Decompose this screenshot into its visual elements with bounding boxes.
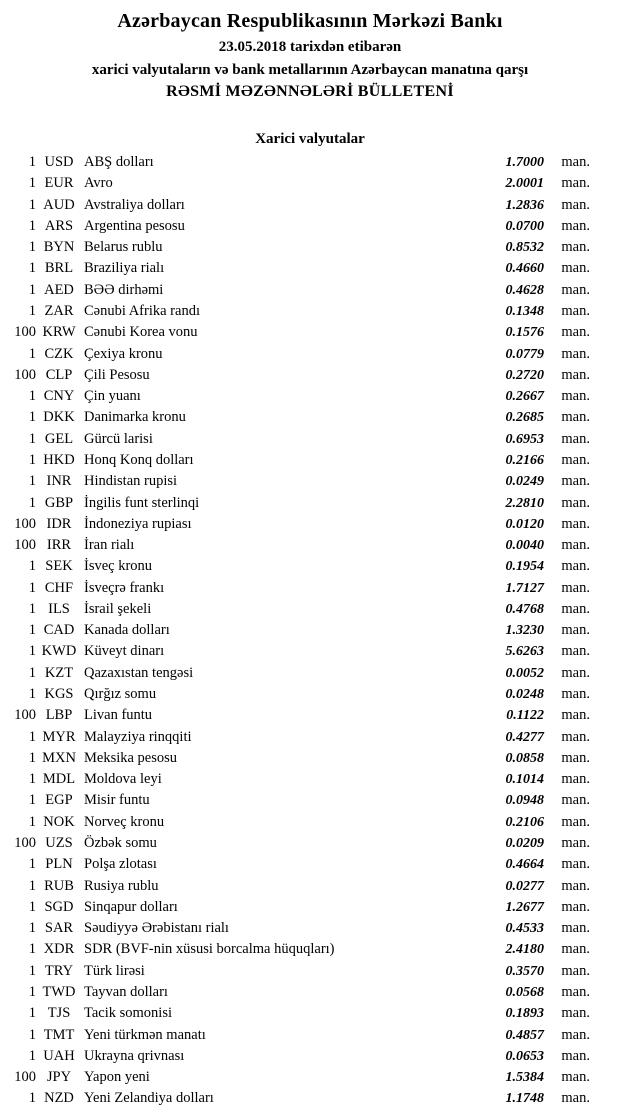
quantity-cell: 1 xyxy=(28,600,36,617)
scope-line: xarici valyutaların və bank metallarının Azərbaycan manatına qarşı xyxy=(91,62,529,78)
quantity-cell: 100 xyxy=(14,537,36,554)
rate-value-cell: 0.0209 xyxy=(505,836,544,851)
rate-row xyxy=(0,429,620,450)
rate-row xyxy=(0,152,620,173)
rate-value-cell: 0.1576 xyxy=(505,325,544,341)
rate-value-cell: 2.0001 xyxy=(505,176,544,192)
currency-code-cell: KWD xyxy=(41,643,77,660)
currency-name-cell: Türk lirəsi xyxy=(84,962,145,979)
rate-value-cell: 0.1122 xyxy=(506,708,544,724)
unit-label-cell: man. xyxy=(561,728,590,745)
quantity-cell: 1 xyxy=(28,430,36,447)
currency-name-cell: Meksika pesosu xyxy=(84,749,178,766)
rate-value-cell: 0.0120 xyxy=(505,516,544,532)
rate-value-cell: 0.2106 xyxy=(505,814,544,830)
rate-value-cell: 1.2677 xyxy=(505,899,544,915)
unit-label-cell: man. xyxy=(561,600,590,617)
quantity-cell: 1 xyxy=(28,451,36,468)
currency-code-cell: ZAR xyxy=(44,302,74,319)
rate-value-cell: 0.4628 xyxy=(505,282,544,298)
rate-row xyxy=(0,599,620,620)
currency-code-cell: TMT xyxy=(43,1026,75,1043)
unit-label-cell: man. xyxy=(561,366,590,383)
rate-row xyxy=(0,173,620,194)
unit-label-cell: man. xyxy=(561,302,590,319)
rate-value-cell: 1.2836 xyxy=(505,197,544,213)
rate-row xyxy=(0,897,620,918)
currency-name-cell: Argentina pesosu xyxy=(84,217,185,234)
rate-value-cell: 0.1348 xyxy=(505,303,544,319)
rate-row xyxy=(0,493,620,514)
unit-label-cell: man. xyxy=(561,856,590,873)
currency-name-cell: SDR (BVF-nin xüsusi borcalma hüquqları) xyxy=(84,941,335,958)
rate-row xyxy=(0,939,620,960)
rate-value-cell: 0.2685 xyxy=(505,410,544,426)
currency-code-cell: HKD xyxy=(43,451,75,468)
rate-value-cell: 0.0948 xyxy=(505,793,544,809)
quantity-cell: 1 xyxy=(28,473,36,490)
currency-code-cell: INR xyxy=(46,473,72,490)
quantity-cell: 1 xyxy=(28,1090,36,1107)
rate-row xyxy=(0,1088,620,1109)
bulletin-title: RƏSMİ MƏZƏNNƏLƏRİ BÜLLETENİ xyxy=(166,83,454,100)
section-title-foreign-currencies: Xarici valyutalar xyxy=(255,131,365,147)
currency-code-cell: DKK xyxy=(43,409,75,426)
currency-code-cell: EUR xyxy=(44,175,74,192)
quantity-cell: 1 xyxy=(28,856,36,873)
rate-value-cell: 0.0277 xyxy=(505,878,544,894)
unit-label-cell: man. xyxy=(561,579,590,596)
currency-code-cell: TRY xyxy=(44,962,74,979)
currency-code-cell: PLN xyxy=(45,856,73,873)
rate-value-cell: 1.5384 xyxy=(505,1070,544,1086)
rate-row xyxy=(0,216,620,237)
currency-code-cell: TJS xyxy=(47,1005,71,1022)
currency-name-cell: Küveyt dinarı xyxy=(84,643,165,660)
currency-name-cell: Gürcü larisi xyxy=(84,430,153,447)
unit-label-cell: man. xyxy=(561,920,590,937)
currency-name-cell: Yeni Zelandiya dolları xyxy=(84,1090,214,1107)
unit-label-cell: man. xyxy=(561,941,590,958)
quantity-cell: 1 xyxy=(28,686,36,703)
unit-label-cell: man. xyxy=(561,409,590,426)
quantity-cell: 1 xyxy=(28,579,36,596)
currency-name-cell: İran rialı xyxy=(84,537,135,554)
currency-code-cell: GBP xyxy=(44,494,74,511)
currency-name-cell: Misir funtu xyxy=(84,792,150,809)
currency-name-cell: Hindistan rupisi xyxy=(84,473,178,490)
quantity-cell: 1 xyxy=(28,622,36,639)
quantity-cell: 1 xyxy=(28,345,36,362)
rate-row xyxy=(0,854,620,875)
rate-row xyxy=(0,578,620,599)
quantity-cell: 1 xyxy=(28,1047,36,1064)
currency-code-cell: NZD xyxy=(44,1090,74,1107)
currency-name-cell: Livan funtu xyxy=(84,707,153,724)
rate-value-cell: 0.0700 xyxy=(505,218,544,234)
currency-code-cell: CZK xyxy=(44,345,74,362)
currency-code-cell: MXN xyxy=(42,749,76,766)
unit-label-cell: man. xyxy=(561,1047,590,1064)
currency-name-cell: Cənubi Afrika randı xyxy=(84,302,200,319)
unit-label-cell: man. xyxy=(561,771,590,788)
rate-row xyxy=(0,641,620,662)
unit-label-cell: man. xyxy=(561,558,590,575)
rate-row xyxy=(0,258,620,279)
unit-label-cell: man. xyxy=(561,643,590,660)
rate-row xyxy=(0,769,620,790)
quantity-cell: 100 xyxy=(14,835,36,851)
currency-code-cell: RUB xyxy=(44,877,74,894)
quantity-cell: 1 xyxy=(28,1026,36,1043)
rate-row xyxy=(0,535,620,556)
rate-value-cell: 0.4768 xyxy=(505,601,544,617)
unit-label-cell: man. xyxy=(561,1026,590,1043)
quantity-cell: 1 xyxy=(28,239,36,256)
currency-name-cell: Yapon yeni xyxy=(84,1069,150,1086)
quantity-cell: 1 xyxy=(28,1005,36,1022)
quantity-cell: 1 xyxy=(28,792,36,809)
currency-name-cell: Çin yuanı xyxy=(84,388,141,405)
bulletin-header xyxy=(0,0,620,102)
quantity-cell: 100 xyxy=(14,707,36,724)
rate-value-cell: 0.0249 xyxy=(505,474,544,490)
currency-code-cell: CAD xyxy=(43,622,75,639)
currency-code-cell: XDR xyxy=(43,941,75,958)
quantity-cell: 100 xyxy=(14,1069,36,1086)
unit-label-cell: man. xyxy=(561,707,590,724)
rate-row xyxy=(0,450,620,471)
unit-label-cell: man. xyxy=(561,217,590,234)
unit-label-cell: man. xyxy=(561,983,590,1000)
unit-label-cell: man. xyxy=(561,388,590,405)
currency-name-cell: Belarus rublu xyxy=(84,239,163,256)
currency-code-cell: UAH xyxy=(43,1047,75,1064)
rate-row xyxy=(0,982,620,1003)
effective-date-line: 23.05.2018 tarixdən etibarən xyxy=(218,39,402,55)
currency-name-cell: Braziliya rialı xyxy=(84,260,165,277)
currency-code-cell: CNY xyxy=(43,388,75,405)
currency-name-cell: ABŞ dolları xyxy=(84,154,154,170)
currency-name-cell: Norveç kronu xyxy=(84,813,165,830)
rate-value-cell: 0.0858 xyxy=(505,750,544,766)
currency-code-cell: ARS xyxy=(44,217,74,234)
rate-row xyxy=(0,620,620,641)
rate-row xyxy=(0,280,620,301)
unit-label-cell: man. xyxy=(561,962,590,979)
rate-value-cell: 0.2166 xyxy=(505,452,544,468)
quantity-cell: 1 xyxy=(28,962,36,979)
unit-label-cell: man. xyxy=(561,154,590,170)
rate-value-cell: 0.1893 xyxy=(505,1006,544,1022)
unit-label-cell: man. xyxy=(561,473,590,490)
rate-row xyxy=(0,195,620,216)
quantity-cell: 1 xyxy=(28,983,36,1000)
rate-value-cell: 2.4180 xyxy=(505,942,544,958)
rate-value-cell: 0.4664 xyxy=(505,857,544,873)
currency-name-cell: Avro xyxy=(84,175,113,192)
quantity-cell: 1 xyxy=(28,281,36,298)
unit-label-cell: man. xyxy=(561,494,590,511)
rate-row xyxy=(0,748,620,769)
currency-code-cell: AED xyxy=(44,281,74,298)
quantity-cell: 1 xyxy=(28,920,36,937)
unit-label-cell: man. xyxy=(561,686,590,703)
rate-row xyxy=(0,684,620,705)
currency-code-cell: ILS xyxy=(48,600,70,617)
unit-label-cell: man. xyxy=(561,1005,590,1022)
rate-row xyxy=(0,556,620,577)
rate-row xyxy=(0,386,620,407)
unit-label-cell: man. xyxy=(561,175,590,192)
currency-name-cell: BƏƏ dirhəmi xyxy=(84,281,164,298)
unit-label-cell: man. xyxy=(561,451,590,468)
currency-name-cell: Tacik somonisi xyxy=(84,1005,172,1022)
rates-table xyxy=(0,152,620,1110)
rate-value-cell: 0.4857 xyxy=(505,1027,544,1043)
rate-value-cell: 1.3230 xyxy=(505,623,544,639)
unit-label-cell: man. xyxy=(561,281,590,298)
currency-name-cell: Özbək somu xyxy=(84,835,157,851)
currency-code-cell: MYR xyxy=(42,728,76,745)
rate-value-cell: 1.1748 xyxy=(505,1091,544,1107)
rate-value-cell: 0.0040 xyxy=(505,538,544,554)
unit-label-cell: man. xyxy=(561,515,590,532)
rate-value-cell: 1.7000 xyxy=(505,155,544,170)
quantity-cell: 1 xyxy=(28,388,36,405)
quantity-cell: 1 xyxy=(28,664,36,681)
currency-name-cell: Yeni türkmən manatı xyxy=(84,1026,206,1043)
rate-value-cell: 0.1014 xyxy=(505,772,544,788)
unit-label-cell: man. xyxy=(561,345,590,362)
currency-code-cell: BRL xyxy=(44,260,74,277)
quantity-cell: 100 xyxy=(14,515,36,532)
rate-value-cell: 0.4660 xyxy=(505,261,544,277)
quantity-cell: 1 xyxy=(28,941,36,958)
currency-name-cell: Qazaxıstan tengəsi xyxy=(84,664,194,681)
currency-name-cell: Moldova leyi xyxy=(84,771,162,788)
rate-value-cell: 0.4277 xyxy=(505,729,544,745)
rate-row xyxy=(0,237,620,258)
rate-value-cell: 0.4533 xyxy=(505,921,544,937)
rate-row xyxy=(0,1046,620,1067)
rate-row xyxy=(0,407,620,428)
unit-label-cell: man. xyxy=(561,1090,590,1107)
rate-row xyxy=(0,812,620,833)
currency-name-cell: İndoneziya rupiası xyxy=(84,515,192,532)
unit-label-cell: man. xyxy=(561,1069,590,1086)
quantity-cell: 1 xyxy=(28,749,36,766)
unit-label-cell: man. xyxy=(561,835,590,851)
quantity-cell: 1 xyxy=(28,409,36,426)
rate-value-cell: 2.2810 xyxy=(505,495,544,511)
rate-row xyxy=(0,663,620,684)
rate-row xyxy=(0,344,620,365)
unit-label-cell: man. xyxy=(561,196,590,213)
currency-code-cell: EGP xyxy=(45,792,73,809)
rate-row xyxy=(0,322,620,343)
currency-code-cell: KGS xyxy=(44,686,74,703)
quantity-cell: 1 xyxy=(28,643,36,660)
rate-row xyxy=(0,833,620,854)
quantity-cell: 1 xyxy=(28,494,36,511)
unit-label-cell: man. xyxy=(561,239,590,256)
rate-value-cell: 0.8532 xyxy=(505,240,544,256)
quantity-cell: 1 xyxy=(28,175,36,192)
rate-row xyxy=(0,301,620,322)
currency-name-cell: Tayvan dolları xyxy=(84,983,168,1000)
quantity-cell: 100 xyxy=(14,366,36,383)
currency-name-cell: İsveçrə frankı xyxy=(84,579,165,596)
rate-value-cell: 0.1954 xyxy=(505,559,544,575)
currency-code-cell: MDL xyxy=(42,771,76,788)
unit-label-cell: man. xyxy=(561,877,590,894)
rate-row xyxy=(0,790,620,811)
unit-label-cell: man. xyxy=(561,622,590,639)
rate-row xyxy=(0,514,620,535)
currency-code-cell: KZT xyxy=(44,664,74,681)
unit-label-cell: man. xyxy=(561,430,590,447)
quantity-cell: 1 xyxy=(28,898,36,915)
unit-label-cell: man. xyxy=(561,664,590,681)
currency-code-cell: SGD xyxy=(44,898,74,915)
rate-value-cell: 0.0653 xyxy=(505,1048,544,1064)
rate-value-cell: 0.2720 xyxy=(505,367,544,383)
rate-row xyxy=(0,918,620,939)
quantity-cell: 1 xyxy=(28,302,36,319)
currency-name-cell: Sinqapur dolları xyxy=(84,898,178,915)
quantity-cell: 1 xyxy=(28,813,36,830)
quantity-cell: 100 xyxy=(14,324,36,341)
rate-row xyxy=(0,365,620,386)
currency-code-cell: BYN xyxy=(43,239,75,256)
currency-name-cell: Çili Pesosu xyxy=(84,366,150,383)
currency-name-cell: Polşa zlotası xyxy=(84,856,157,873)
rate-row xyxy=(0,1067,620,1088)
unit-label-cell: man. xyxy=(561,792,590,809)
rate-value-cell: 0.0568 xyxy=(505,984,544,1000)
unit-label-cell: man. xyxy=(561,537,590,554)
bank-title: Azərbaycan Respublikasının Mərkəzi Bankı xyxy=(117,10,503,32)
quantity-cell: 1 xyxy=(28,196,36,213)
unit-label-cell: man. xyxy=(561,813,590,830)
rate-row xyxy=(0,876,620,897)
quantity-cell: 1 xyxy=(28,154,36,170)
currency-code-cell: JPY xyxy=(46,1069,72,1086)
rate-row xyxy=(0,961,620,982)
currency-code-cell: UZS xyxy=(45,835,73,851)
quantity-cell: 1 xyxy=(28,260,36,277)
currency-code-cell: TWD xyxy=(42,983,76,1000)
currency-name-cell: Kanada dolları xyxy=(84,622,170,639)
currency-code-cell: CLP xyxy=(45,366,73,383)
unit-label-cell: man. xyxy=(561,324,590,341)
rate-row xyxy=(0,705,620,726)
currency-code-cell: IDR xyxy=(46,515,72,532)
currency-name-cell: Danimarka kronu xyxy=(84,409,186,426)
currency-code-cell: LBP xyxy=(45,707,73,724)
rate-value-cell: 0.2667 xyxy=(505,389,544,405)
rate-value-cell: 0.3570 xyxy=(505,963,544,979)
rate-value-cell: 0.6953 xyxy=(505,431,544,447)
rate-value-cell: 5.6263 xyxy=(505,644,544,660)
currency-name-cell: Ukrayna qrivnası xyxy=(84,1047,185,1064)
currency-code-cell: NOK xyxy=(43,813,75,830)
currency-name-cell: Malayziya rinqqiti xyxy=(84,728,192,745)
currency-code-cell: AUD xyxy=(43,196,75,213)
currency-name-cell: Qırğız somu xyxy=(84,686,157,703)
quantity-cell: 1 xyxy=(28,877,36,894)
currency-code-cell: GEL xyxy=(44,430,74,447)
unit-label-cell: man. xyxy=(561,898,590,915)
currency-name-cell: Çexiya kronu xyxy=(84,345,163,362)
currency-code-cell: USD xyxy=(44,154,74,170)
currency-name-cell: İngilis funt sterlinqi xyxy=(84,494,200,511)
currency-name-cell: İsveç kronu xyxy=(84,558,153,575)
currency-code-cell: SAR xyxy=(44,920,74,937)
rate-value-cell: 0.0248 xyxy=(505,687,544,703)
currency-code-cell: CHF xyxy=(44,579,74,596)
rate-row xyxy=(0,1025,620,1046)
currency-name-cell: Səudiyyə Ərəbistanı rialı xyxy=(84,920,229,937)
rate-row xyxy=(0,471,620,492)
rate-value-cell: 0.0052 xyxy=(505,665,544,681)
currency-name-cell: İsrail şekeli xyxy=(84,600,152,617)
unit-label-cell: man. xyxy=(561,260,590,277)
currency-name-cell: Cənubi Korea vonu xyxy=(84,324,198,341)
unit-label-cell: man. xyxy=(561,749,590,766)
rate-value-cell: 0.0779 xyxy=(505,346,544,362)
currency-name-cell: Avstraliya dolları xyxy=(84,196,185,213)
quantity-cell: 1 xyxy=(28,217,36,234)
quantity-cell: 1 xyxy=(28,771,36,788)
currency-name-cell: Rusiya rublu xyxy=(84,877,159,894)
currency-code-cell: KRW xyxy=(42,324,76,341)
rate-row xyxy=(0,1003,620,1024)
quantity-cell: 1 xyxy=(28,558,36,575)
currency-code-cell: SEK xyxy=(45,558,73,575)
currency-name-cell: Honq Konq dolları xyxy=(84,451,194,468)
currency-code-cell: IRR xyxy=(46,537,72,554)
rate-value-cell: 1.7127 xyxy=(505,580,544,596)
rate-row xyxy=(0,727,620,748)
quantity-cell: 1 xyxy=(28,728,36,745)
